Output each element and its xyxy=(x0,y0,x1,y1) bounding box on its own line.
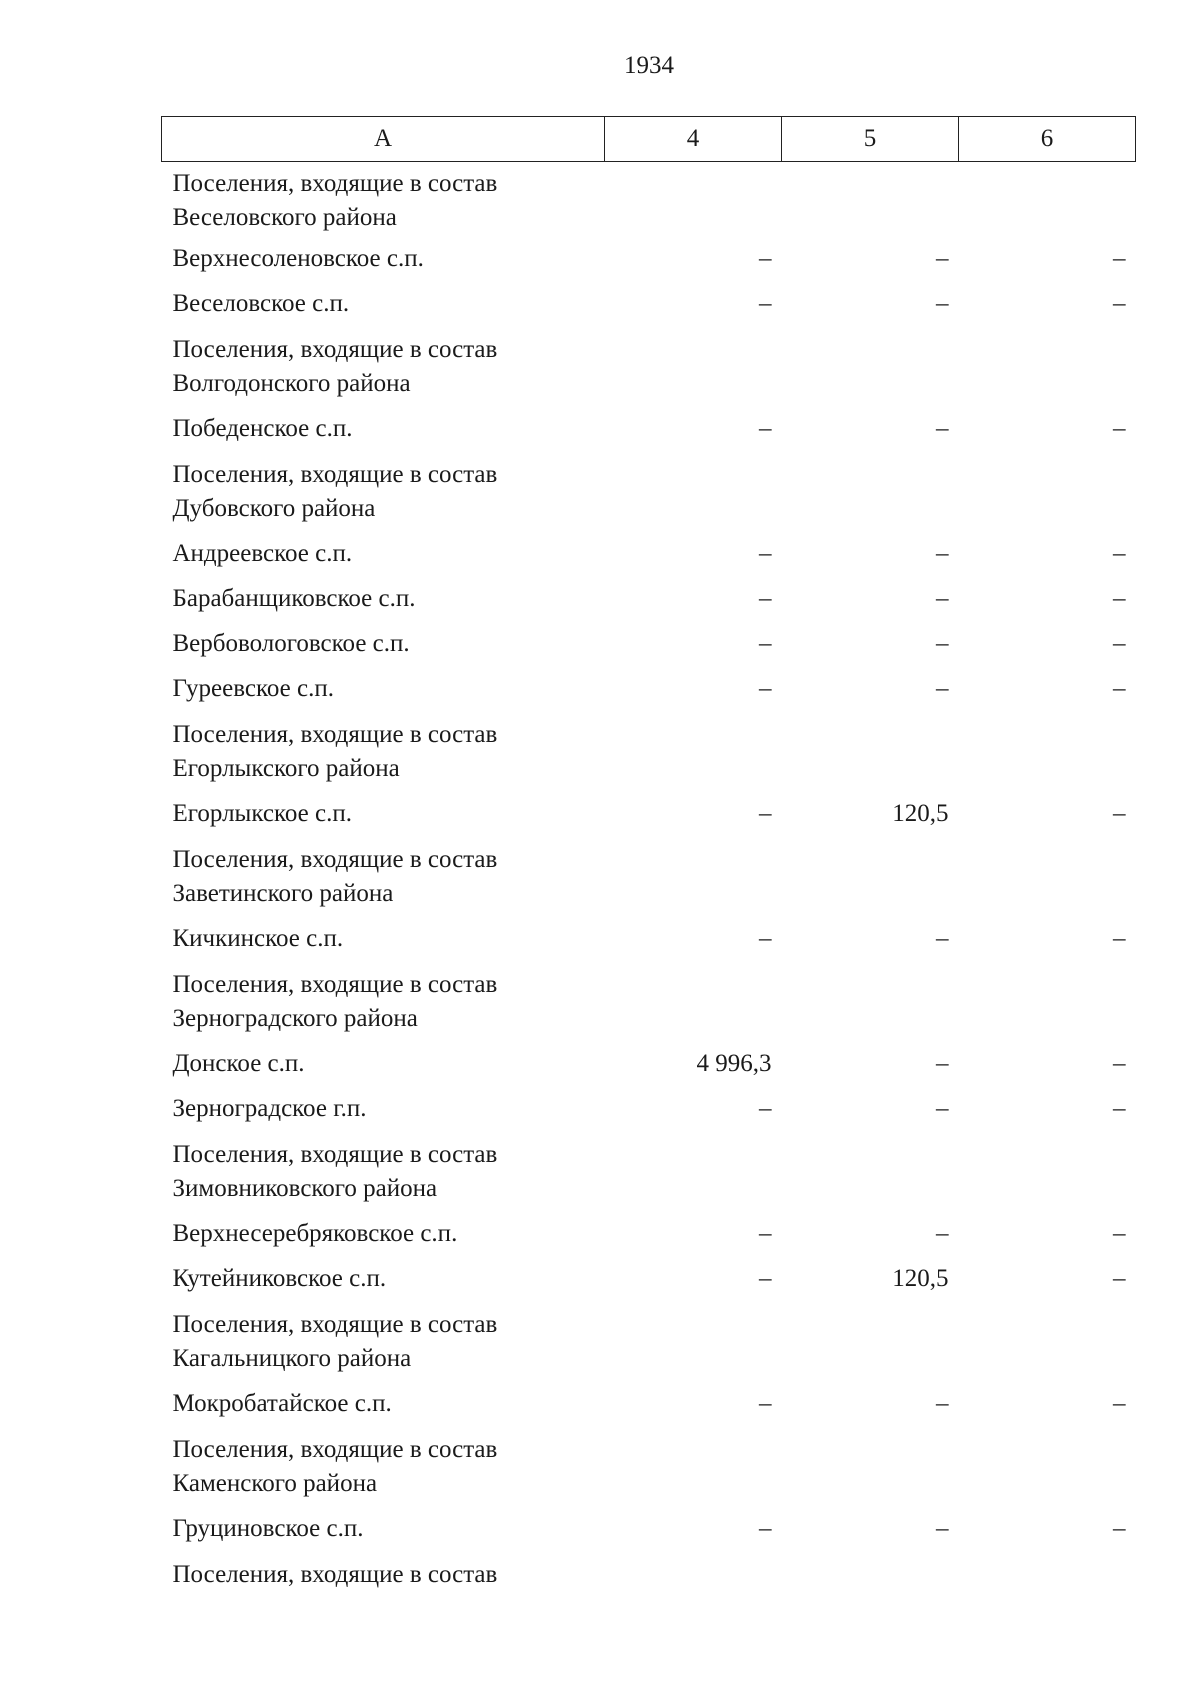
value-cell-col-5: – xyxy=(936,1515,949,1542)
settlement-name-cell: Барабанщиковское с.п. xyxy=(172,585,416,612)
header-row xyxy=(162,117,1136,162)
value-cell-col-6: – xyxy=(1113,1265,1126,1292)
table-row xyxy=(162,242,1136,287)
settlement-name-cell: Верхнесеребряковское с.п. xyxy=(172,1220,458,1247)
value-cell-col-4: – xyxy=(759,925,772,952)
value-cell-col-5: – xyxy=(936,290,949,317)
group-heading-cell xyxy=(162,1557,1136,1598)
page-number: 1934 xyxy=(624,52,674,79)
value-cell-col-6: – xyxy=(1113,800,1126,827)
settlement-name-cell: Победенское с.п. xyxy=(172,415,353,442)
value-cell-col-5: – xyxy=(936,540,949,567)
value-cell-col-4: – xyxy=(759,1095,772,1122)
table-body xyxy=(162,162,1136,1599)
value-cell-col-5: – xyxy=(936,1050,949,1077)
group-heading-cell xyxy=(162,162,1136,243)
value-cell-col-4: – xyxy=(759,1515,772,1542)
settlement-name-cell: Гуреевское с.п. xyxy=(172,675,334,702)
group-heading-cell xyxy=(162,1307,1136,1387)
group-heading-cell xyxy=(162,1137,1136,1217)
value-cell-col-5: – xyxy=(936,675,949,702)
group-heading-cell xyxy=(162,717,1136,797)
value-cell-col-4: – xyxy=(759,800,772,827)
value-cell-col-5: – xyxy=(936,415,949,442)
table-row xyxy=(162,1387,1136,1432)
table-row xyxy=(162,1092,1136,1137)
table-row xyxy=(162,1512,1136,1557)
table-row xyxy=(162,1262,1136,1307)
group-heading-text: Поселения, входящие в состав Зерноградского района xyxy=(172,971,498,1032)
value-cell-col-4: – xyxy=(759,585,772,612)
table-row xyxy=(162,1047,1136,1092)
value-cell-col-4: 4 996,3 xyxy=(696,1050,772,1077)
group-heading-cell xyxy=(162,457,1136,537)
table-row xyxy=(162,627,1136,672)
value-cell-col-4: – xyxy=(759,1390,772,1417)
group-heading-text: Поселения, входящие в состав Кагальницкого района xyxy=(172,1311,498,1372)
group-heading-cell xyxy=(162,1432,1136,1512)
column-header-5: 5 xyxy=(782,117,959,162)
value-cell-col-5: – xyxy=(936,245,949,272)
table-group-heading-row xyxy=(162,1557,1136,1598)
table-row xyxy=(162,922,1136,967)
value-cell-col-5: – xyxy=(936,1220,949,1247)
settlement-name-cell: Егорлыкское с.п. xyxy=(172,800,352,827)
column-header-a: А xyxy=(162,117,605,162)
data-table xyxy=(161,116,1136,1598)
table-group-heading-row xyxy=(162,332,1136,412)
table-row xyxy=(162,287,1136,332)
value-cell-col-4: – xyxy=(759,415,772,442)
group-heading-text: Поселения, входящие в состав xyxy=(172,1561,498,1588)
settlement-name-cell: Кутейниковское с.п. xyxy=(172,1265,387,1292)
value-cell-col-4: – xyxy=(759,630,772,657)
group-heading-text: Поселения, входящие в состав Зимовниковского района xyxy=(172,1141,498,1202)
value-cell-col-6: – xyxy=(1113,245,1126,272)
group-heading-text: Поселения, входящие в состав Егорлыкского района xyxy=(172,721,498,782)
value-cell-col-6: – xyxy=(1113,1220,1126,1247)
settlement-name-cell: Донское с.п. xyxy=(172,1050,305,1077)
table-row xyxy=(162,1217,1136,1262)
value-cell-col-5: 120,5 xyxy=(892,800,949,827)
value-cell-col-6: – xyxy=(1113,415,1126,442)
group-heading-cell xyxy=(162,842,1136,922)
value-cell-col-4: – xyxy=(759,675,772,702)
settlement-name-cell: Мокробатайское с.п. xyxy=(172,1390,392,1417)
value-cell-col-5: – xyxy=(936,1390,949,1417)
value-cell-col-5: – xyxy=(936,925,949,952)
table-group-heading-row xyxy=(162,1137,1136,1217)
table-row xyxy=(162,537,1136,582)
table-group-heading-row xyxy=(162,1432,1136,1512)
value-cell-col-6: – xyxy=(1113,1095,1126,1122)
value-cell-col-4: – xyxy=(759,290,772,317)
table-row xyxy=(162,797,1136,842)
value-cell-col-6: – xyxy=(1113,1050,1126,1077)
group-heading-text: Поселения, входящие в состав Заветинского района xyxy=(172,846,498,907)
value-cell-col-6: – xyxy=(1113,925,1126,952)
group-heading-cell xyxy=(162,967,1136,1047)
value-cell-col-6: – xyxy=(1113,675,1126,702)
settlement-name-cell: Андреевское с.п. xyxy=(172,540,353,567)
value-cell-col-5: 120,5 xyxy=(892,1265,949,1292)
value-cell-col-4: – xyxy=(759,245,772,272)
table-group-heading-row xyxy=(162,717,1136,797)
value-cell-col-6: – xyxy=(1113,1515,1126,1542)
table-row xyxy=(162,672,1136,717)
settlement-name-cell: Кичкинское с.п. xyxy=(172,925,344,952)
value-cell-col-4: – xyxy=(759,1220,772,1247)
value-cell-col-5: – xyxy=(936,1095,949,1122)
table-group-heading-row xyxy=(162,1307,1136,1387)
table-group-heading-row xyxy=(162,457,1136,537)
value-cell-col-5: – xyxy=(936,585,949,612)
value-cell-col-4: – xyxy=(759,1265,772,1292)
value-cell-col-6: – xyxy=(1113,585,1126,612)
value-cell-col-6: – xyxy=(1113,630,1126,657)
value-cell-col-6: – xyxy=(1113,290,1126,317)
table-group-heading-row xyxy=(162,162,1136,243)
column-header-4: 4 xyxy=(605,117,782,162)
settlement-name-cell: Верхнесоленовское с.п. xyxy=(172,245,424,272)
value-cell-col-6: – xyxy=(1113,540,1126,567)
settlement-name-cell: Веселовское с.п. xyxy=(172,290,350,317)
group-heading-text: Поселения, входящие в состав Каменского района xyxy=(172,1436,498,1497)
value-cell-col-5: – xyxy=(936,630,949,657)
group-heading-cell xyxy=(162,332,1136,412)
settlement-name-cell: Зерноградское г.п. xyxy=(172,1095,367,1122)
table-group-heading-row xyxy=(162,967,1136,1047)
value-cell-col-4: – xyxy=(759,540,772,567)
settlement-name-cell: Груциновское с.п. xyxy=(172,1515,364,1542)
table-header xyxy=(162,117,1136,162)
settlement-name-cell: Вербовологовское с.п. xyxy=(172,630,410,657)
group-heading-text: Поселения, входящие в состав Дубовского района xyxy=(172,461,498,522)
group-heading-text: Поселения, входящие в состав Волгодонского района xyxy=(172,336,498,397)
table-group-heading-row xyxy=(162,842,1136,922)
group-heading-text: Поселения, входящие в состав Веселовского района xyxy=(172,170,498,231)
value-cell-col-6: – xyxy=(1113,1390,1126,1417)
table-row xyxy=(162,582,1136,627)
column-header-6: 6 xyxy=(959,117,1136,162)
table-row xyxy=(162,412,1136,457)
